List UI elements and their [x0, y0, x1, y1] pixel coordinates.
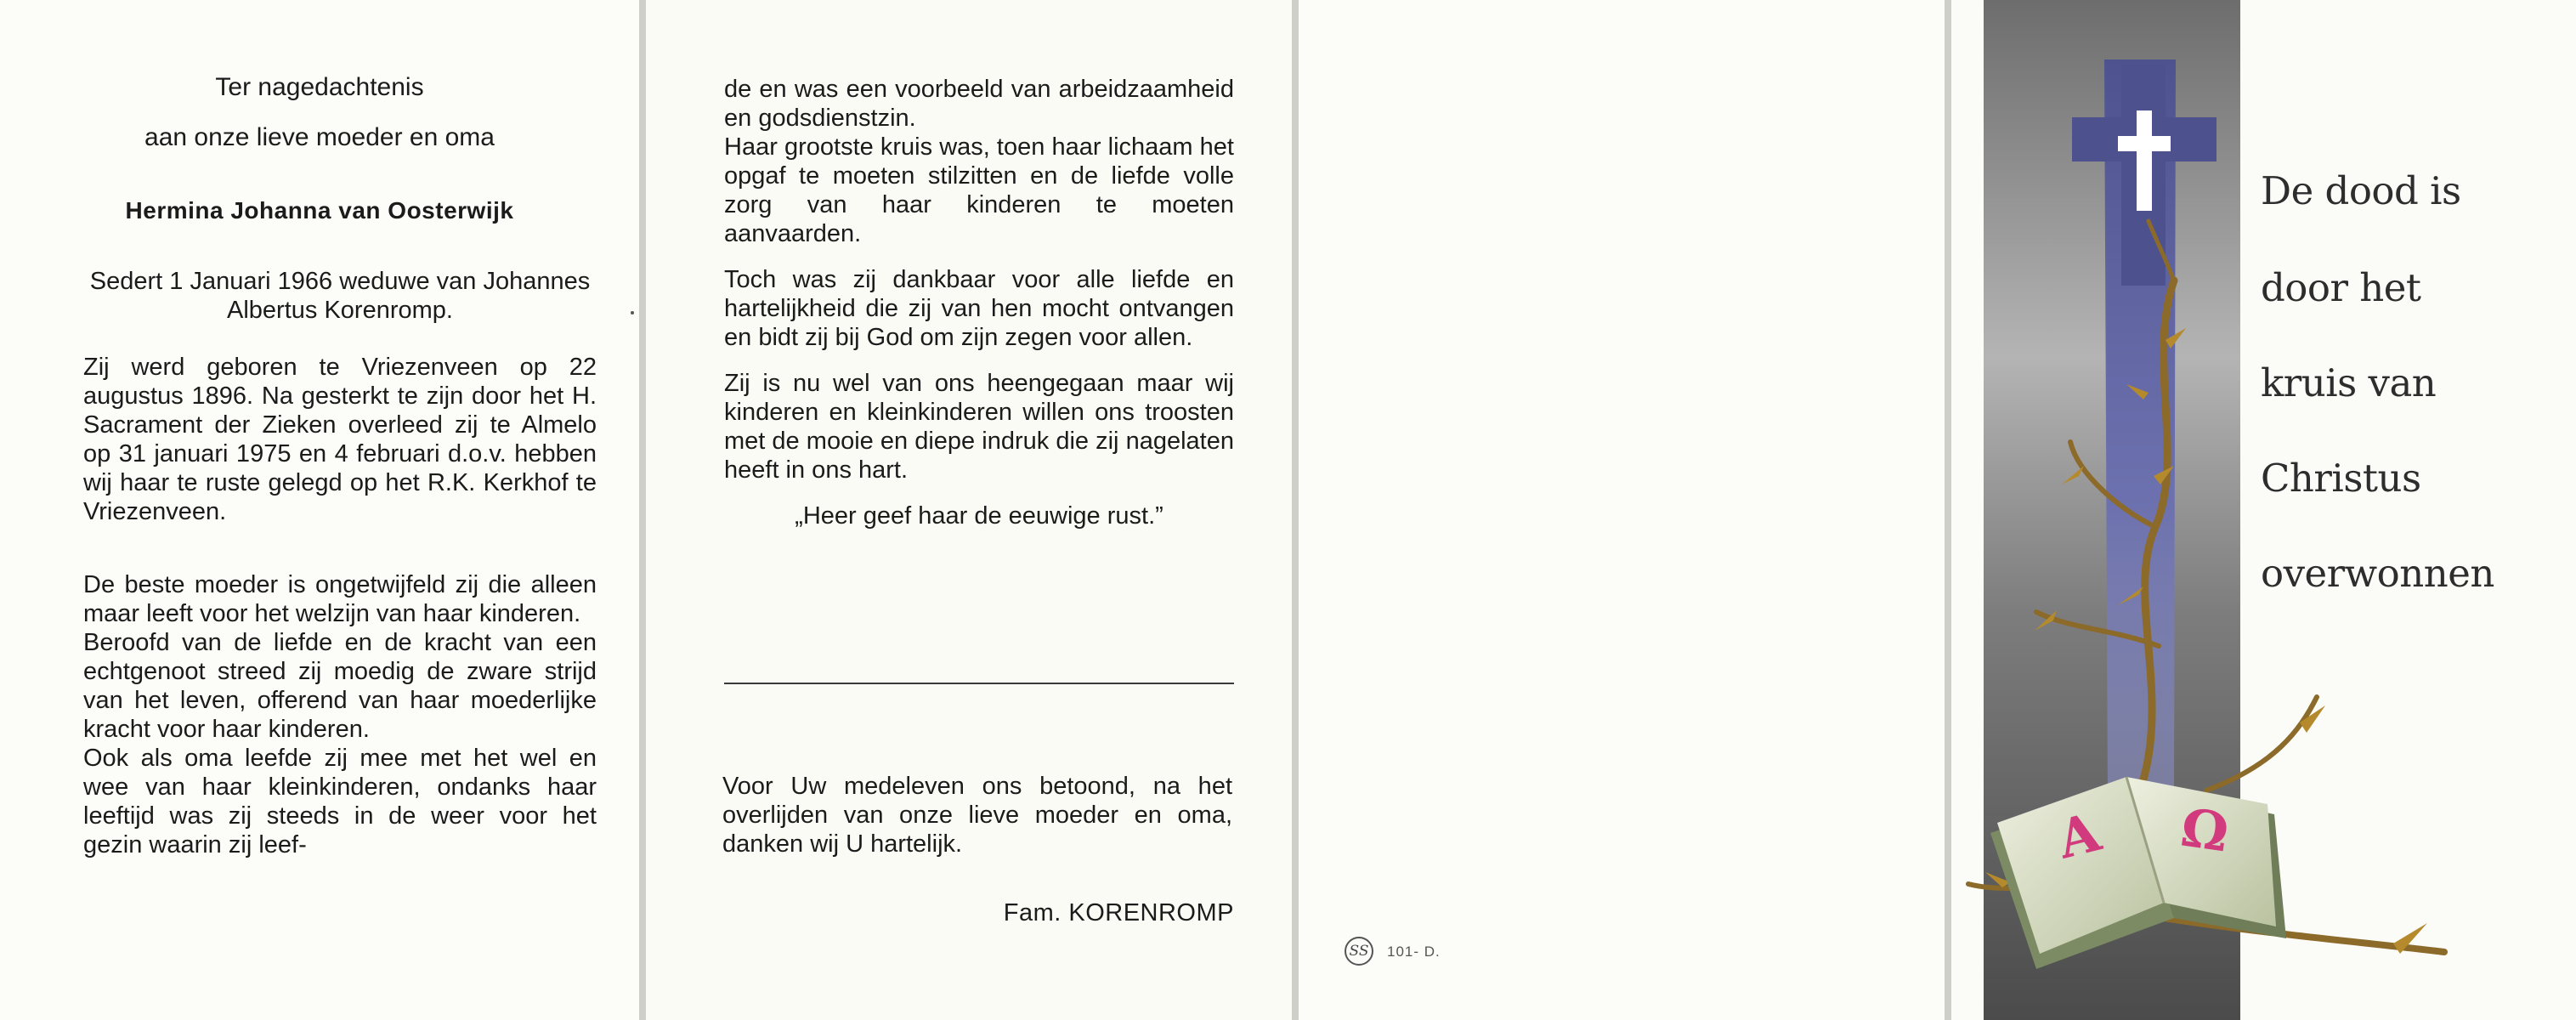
verse-line-1: De dood is — [2261, 168, 2461, 213]
tribute-paragraph-3: Ook als oma leefde zij mee met het wel en wee van haar kleinkinderen, ondanks haar leeftijd was zij steeds in de weer voor het gezin waarin zij leef- — [83, 745, 597, 858]
verse-line-5: overwonnen — [2261, 551, 2494, 596]
text-column-left — [83, 267, 597, 859]
biography-paragraph: Zij werd geboren te Vriezenveen op 22 augustus 1896. Na gesterkt te zijn door het H. Sacrament der Zieken overleed zij te Almelo op 31 januari 1975 en 4 februari d.o.v. hebben wij haar te ruste gelegd op het R.K. Kerkhof te Vriezenveen. — [83, 354, 597, 525]
print-code: 101- D. — [1387, 944, 1441, 960]
verse-line-2: door het — [2261, 265, 2421, 310]
farewell-paragraph: Zij is nu wel van ons heengegaan maar wij kinderen en kleinkinderen willen ons troosten met de mooie en diepe indruk die zij nagelaten heeft in ons hart. — [724, 370, 1234, 484]
cross-and-book-illustration — [1951, 0, 2576, 1020]
tribute-paragraph-1: De beste moeder is ongetwijfeld zij die alleen maar leeft voor het welzijn van haar kinderen. — [83, 571, 597, 627]
card-panel-left — [0, 0, 639, 1020]
omega-letter: Ω — [2177, 796, 2233, 864]
thanks-block — [722, 772, 1232, 858]
card-panel-front — [1951, 0, 2576, 1020]
prayer-line: „Heer geef haar de eeuwige rust.” — [795, 502, 1163, 530]
verse-line-3: kruis van — [2261, 360, 2437, 405]
publisher-logo: SS — [1345, 937, 1373, 966]
continuation-paragraph: de en was een voorbeeld van arbeidzaamheid en godsdienstzin. — [724, 76, 1234, 132]
divider-line — [724, 683, 1234, 684]
deceased-name: Hermina Johanna van Oosterwijk — [125, 197, 514, 224]
text-column-right — [724, 75, 1234, 530]
alpha-letter: A — [2051, 801, 2107, 871]
family-signature: Fam. KORENROMP — [1003, 899, 1234, 926]
widow-paragraph: Sedert 1 Januari 1966 weduwe van Johannes Albertus Korenromp. — [89, 268, 591, 324]
thanks-paragraph: Voor Uw medeleven ons betoond, na het overlijden van onze lieve moeder en oma, danken wij U hartelijk. — [722, 773, 1232, 858]
fold-mark — [631, 311, 634, 314]
heading-in-memory: Ter nagedachtenis — [215, 73, 424, 101]
card-panel-back — [1299, 0, 1945, 1020]
tribute-paragraph-2: Beroofd van de liefde en de kracht van een echtgenoot streed zij moedig de zware strijd van het leven, offerend van haar moederlijke kracht voor haar kinderen. — [83, 629, 597, 743]
subheading-dedication: aan onze lieve moeder en oma — [144, 123, 495, 151]
card-panel-inner-right — [646, 0, 1292, 1020]
gratitude-paragraph: Toch was zij dankbaar voor alle liefde en hartelijkheid die zij van hen mocht ontvangen en bidt zij bij God om zijn zegen voor allen. — [724, 266, 1234, 351]
verse-line-4: Christus — [2261, 456, 2421, 501]
cross-paragraph: Haar grootste kruis was, toen haar lichaam het opgaf te moeten stilzitten en de liefde volle zorg van haar kinderen te moeten aanvaarden. — [724, 133, 1234, 247]
